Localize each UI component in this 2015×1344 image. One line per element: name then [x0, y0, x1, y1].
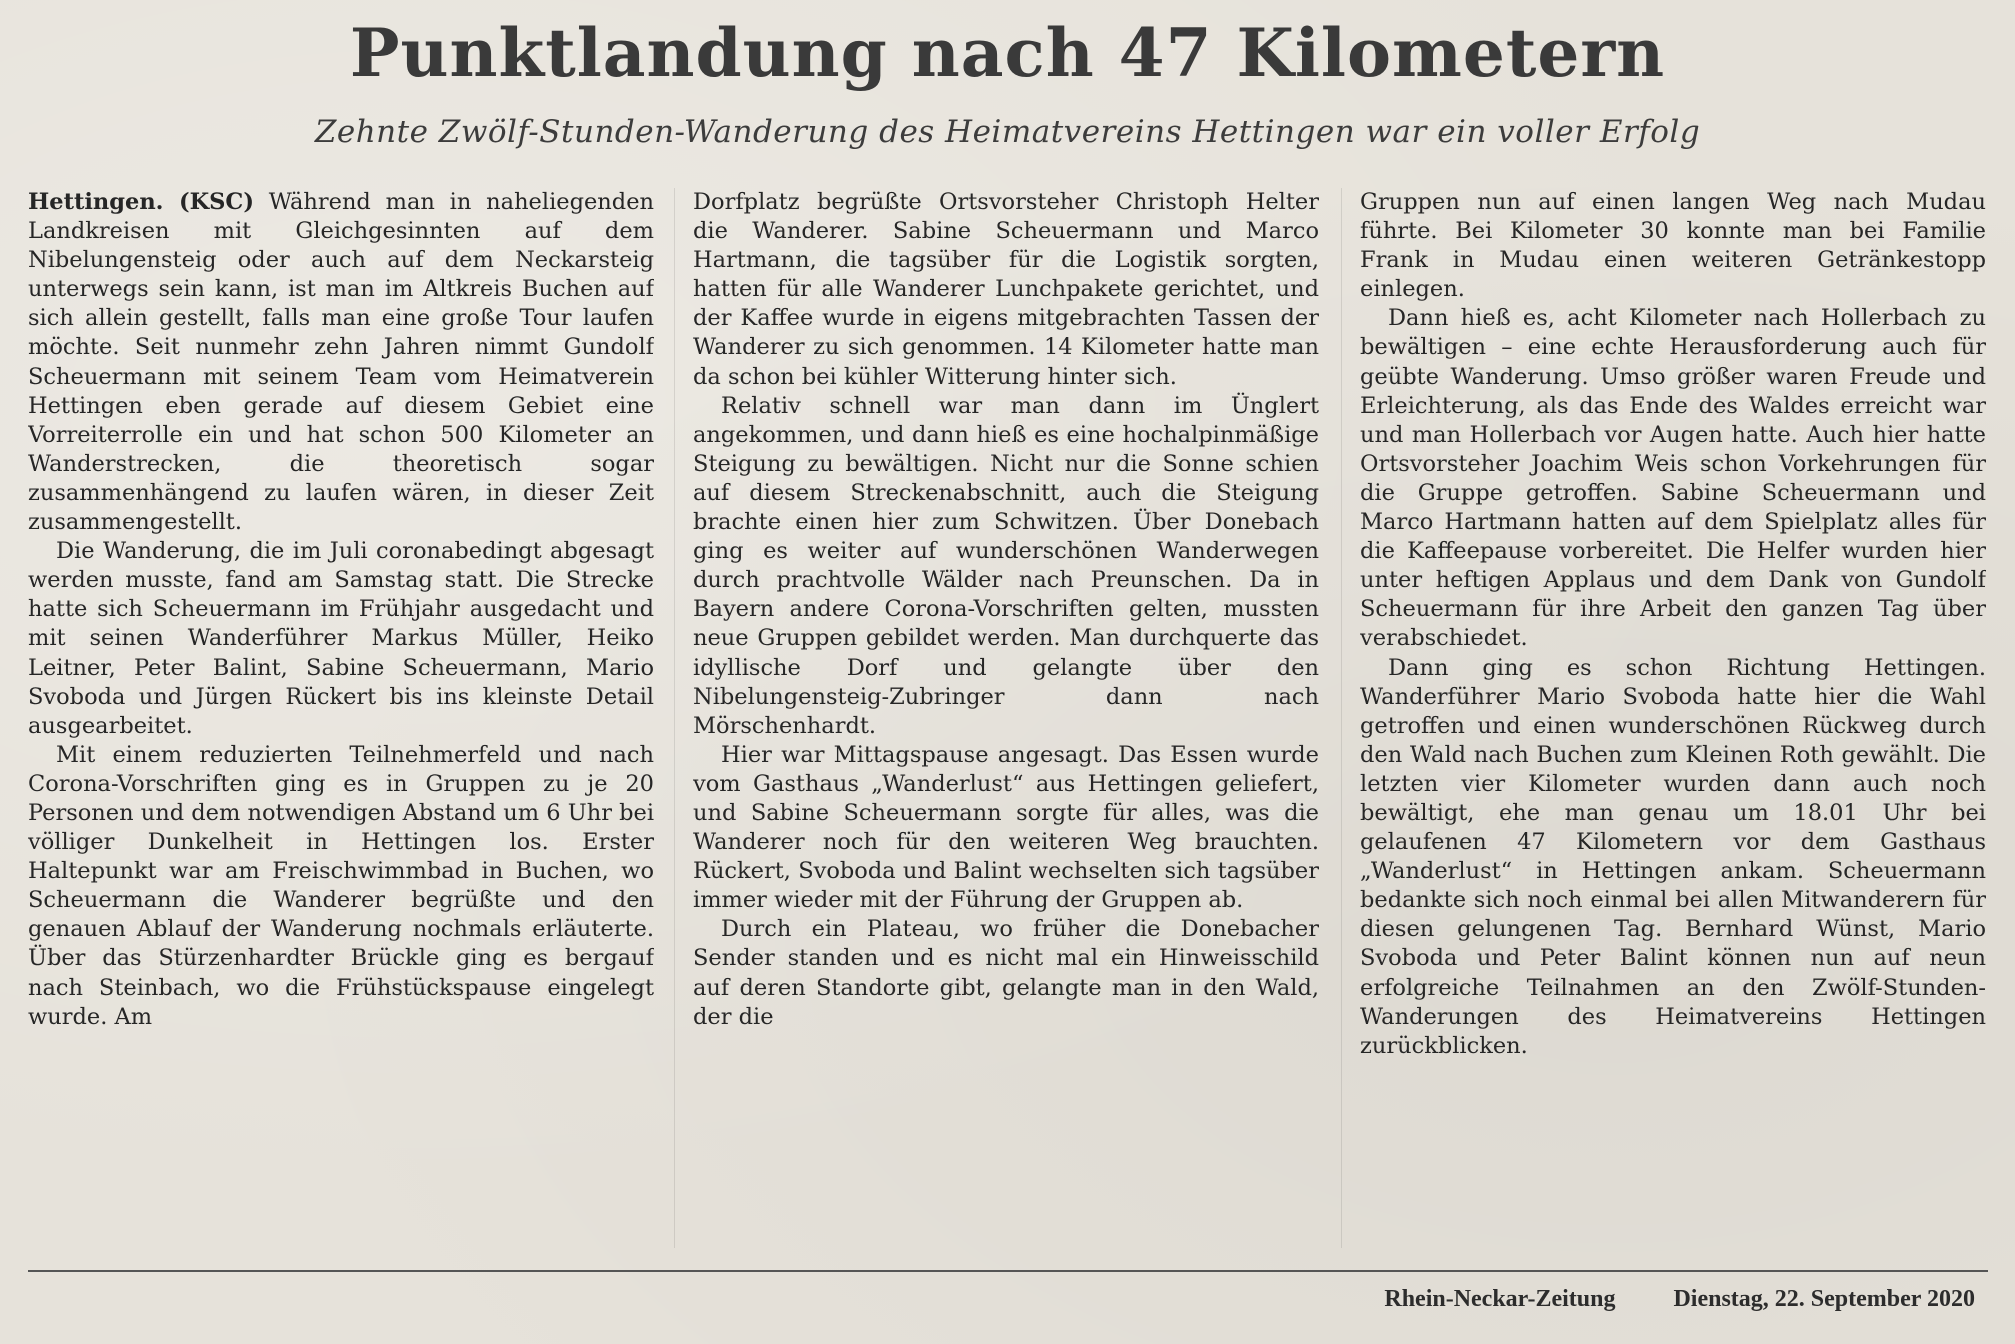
article-paragraph: Dann ging es schon Richtung Hettingen. Wanderführer Mario Svoboda hatte hier die Wahl getroffen und einen wunderschönen Rückweg durch den Wald nach Buchen zum Kleinen Roth gewählt. Die letzten vier Kilometer wurden dann auch noch bewältigt, ehe man genau um 18.01 Uhr bei gelaufenen 47 Kilometern vor dem Gasthaus „Wanderlust“ in Hettingen ankam. Scheuermann bedankte sich noch einmal bei allen Mitwanderern für diesen gelungenen Tag. Bernhard Wünst, Mario Svoboda und Peter Balint können nun auf neun erfolgreiche Teilnahmen an den Zwölf-Stunden-Wanderungen des Heimatvereins Hettingen zurückblicken. — [1360, 654, 1986, 1059]
article-paragraph: Relativ schnell war man dann im Ünglert angekommen, und dann hieß es eine hochalpinmäßige Steigung zu bewältigen. Nicht nur die Sonne schien auf diesem Streckenabschnitt, auch die Steigung brachte einen hier zum Schwitzen. Über Donebach ging es weiter auf wunderschönen Wanderwegen durch prachtvolle Wälder nach Preunschen. Da in Bayern andere Corona-Vorschriften gelten, mussten neue Gruppen gebildet werden. Man durchquerte das idyllische Dorf und gelangte über den Nibelungensteig-Zubringer dann nach Mörschenhardt. — [693, 392, 1319, 739]
article-column-3 — [1360, 188, 1986, 1248]
footer-divider — [28, 1270, 1988, 1272]
article-paragraph: Hier war Mittagspause angesagt. Das Essen wurde vom Gasthaus „Wanderlust“ aus Hettingen geliefert, und Sabine Scheuermann sorgte für alles, was die Wanderer noch für den weiteren Weg brauchten. Rückert, Svoboda und Balint wechselten sich tagsüber immer wieder mit der Führung der Gruppen ab. — [693, 741, 1319, 914]
paragraph-text: Während man in naheliegenden Landkreisen mit Gleichgesinnten auf dem Nibelungensteig oder auch auf dem Neckarsteig unterwegs sein kann, ist man im Altkreis Buchen auf sich allein gestellt, falls man eine große Tour laufen möchte. Seit nunmehr zehn Jahren nimmt Gundolf Scheuermann mit seinem Team vom Heimatverein Hettingen eben gerade auf diesem Gebiet eine Vorreiterrolle ein und hat schon 500 Kilometer an Wanderstrecken, die theoretisch sogar zusammenhängend zu laufen wären, in dieser Zeit zusammengestellt. — [28, 189, 654, 536]
article-paragraph — [28, 188, 654, 537]
footer — [1384, 1282, 1975, 1316]
article-paragraph: Durch ein Plateau, wo früher die Donebacher Sender standen und es nicht mal ein Hinweisschild auf deren Standorte gibt, gelangte man in den Wald, der die — [693, 916, 1319, 1030]
article-column-2 — [693, 188, 1319, 1248]
article-column-1 — [28, 188, 654, 1248]
subheadline: Zehnte Zwölf-Stunden-Wanderung des Heimatvereins Hettingen war ein voller Erfolg — [314, 114, 1701, 150]
dateline: Hettingen. (KSC) — [28, 189, 254, 215]
publication-date: Dienstag, 22. September 2020 — [1673, 1286, 1975, 1312]
newspaper-name: Rhein-Neckar-Zeitung — [1384, 1286, 1616, 1312]
article-paragraph: Dann hieß es, acht Kilometer nach Hollerbach zu bewältigen – eine echte Herausforderung auch für geübte Wanderung. Umso größer waren Freude und Erleichterung, als das Ende des Waldes erreicht war und man Hollerbach vor Augen hatte. Auch hier hatte Ortsvorsteher Joachim Weis schon Vorkehrungen für die Gruppe getroffen. Sabine Scheuermann und Marco Hartmann hatten auf dem Spielplatz alles für die Kaffeepause vorbereitet. Die Helfer wurden hier unter heftigen Applaus und dem Dank von Gundolf Scheuermann für ihre Arbeit den ganzen Tag über verabschiedet. — [1360, 305, 1986, 652]
article-paragraph: Gruppen nun auf einen langen Weg nach Mudau führte. Bei Kilometer 30 konnte man bei Familie Frank in Mudau einen weiteren Getränkestopp einlegen. — [1360, 189, 1986, 303]
article-body — [28, 188, 1988, 1248]
article-paragraph: Dorfplatz begrüßte Ortsvorsteher Christoph Helter die Wanderer. Sabine Scheuermann und Marco Hartmann, die tagsüber für die Logistik sorgten, hatten für alle Wanderer Lunchpakete gerichtet, und der Kaffee wurde in eigens mitgebrachten Tassen der Wanderer zu sich genommen. 14 Kilometer hatte man da schon bei kühler Witterung hinter sich. — [693, 189, 1319, 390]
article-paragraph: Die Wanderung, die im Juli coronabedingt abgesagt werden musste, fand am Samstag statt. Die Strecke hatte sich Scheuermann im Frühjahr ausgedacht und mit seinen Wanderführer Markus Müller, Heiko Leitner, Peter Balint, Sabine Scheuermann, Mario Svoboda und Jürgen Rückert bis ins kleinste Detail ausgearbeitet. — [28, 538, 654, 739]
article-paragraph: Mit einem reduzierten Teilnehmerfeld und nach Corona-Vorschriften ging es in Gruppen zu je 20 Personen und dem notwendigen Abstand um 6 Uhr bei völliger Dunkelheit in Hettingen los. Erster Haltepunkt war am Freischwimmbad in Buchen, wo Scheuermann die Wanderer begrüßte und den genauen Ablauf der Wanderung nochmals erläuterte. Über das Stürzenhardter Brückle ging es bergauf nach Steinbach, wo die Frühstückspause eingelegt wurde. Am — [28, 741, 654, 1030]
headline: Punktlandung nach 47 Kilometern — [349, 14, 1666, 92]
